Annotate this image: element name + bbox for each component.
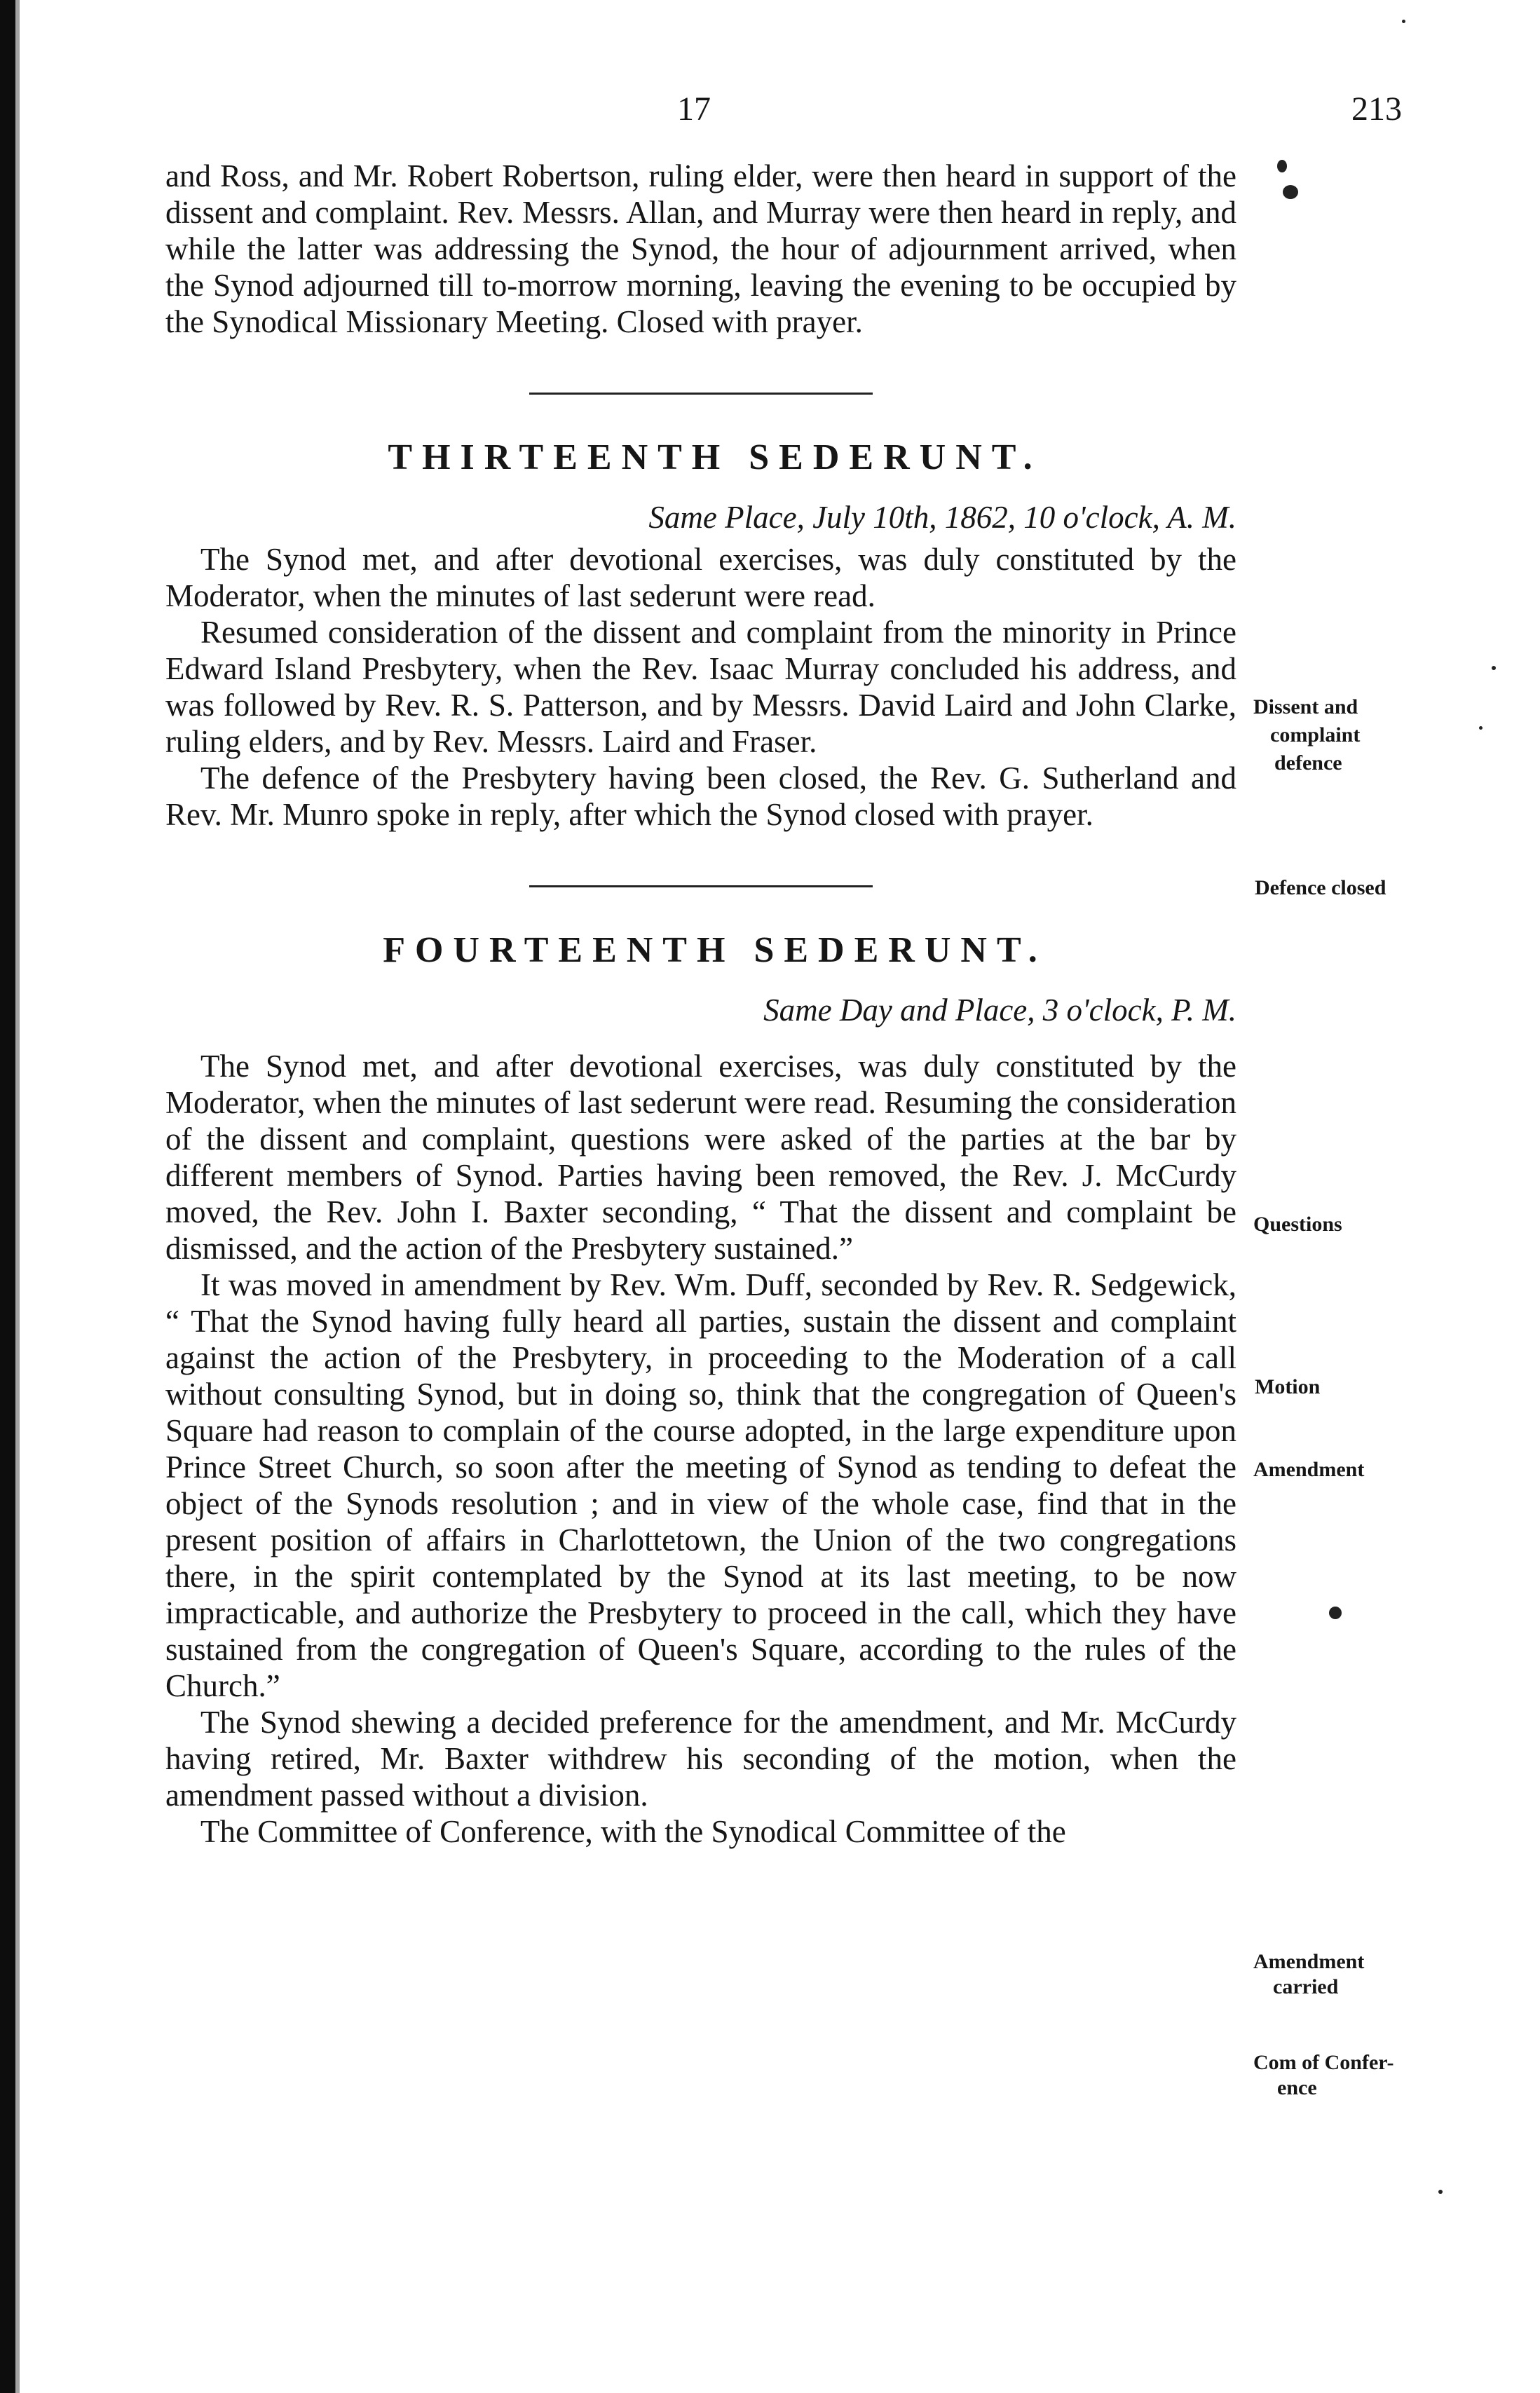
fourteenth-paragraph: It was moved in amendment by Rev. Wm. Duff, seconded by Rev. R. Sedgewick, “ That the Synod having fully heard all parties, sustain the dissent and complaint against the action of the Presbytery, in proceeding to the Moderation of a call without consulting Synod, but in doing so, think that the congregation of Queen's Square had reason to complain of the course adopted, in the large expenditure upon Prince Street Church, so soon after the meeting of Synod as tending to defeat the object of the Synods resolution ; and in view of the whole case, find that in the present position of affairs in Charlottetown, the Union of the two congregations there, in the spirit contemplated by the Synod at its last meeting, to be now impracticable, and authorize the Presbytery to proceed in the call, which they have sustained from the congregation of Queen's Square, according to the rules of the Church.”: [165, 1267, 1236, 1703]
thirteenth-paragraph: Resumed consideration of the dissent and complaint from the minority in Prince Edward Island Presbytery, when the Rev. Isaac Murray concluded his address, and was followed by Rev. R. S. Patterson, and by Messrs. David Laird and John Clarke, ruling elders, and by Rev. Messrs. Laird and Fraser.: [165, 615, 1236, 759]
sidenote-amendment-carried: Amendment: [1253, 1950, 1365, 1973]
page-number-center: 17: [677, 90, 711, 128]
sidenote-motion: Motion: [1255, 1375, 1321, 1398]
ink-speck: [1283, 185, 1298, 199]
thirteenth-sederunt-heading: THIRTEENTH SEDERUNT.: [388, 437, 1042, 477]
sidenote-com-of-conference: ence: [1277, 2076, 1317, 2099]
binding-edge: [0, 0, 15, 2393]
ink-speck: [1479, 726, 1483, 730]
fourteenth-paragraph: The Synod shewing a decided preference for the amendment, and Mr. McCurdy having retired, Mr. Baxter withdrew his seconding of the motion, when the amendment passed without a division.: [165, 1705, 1236, 1813]
page-body: [165, 158, 1236, 1850]
ink-speck: [1277, 160, 1287, 172]
thirteenth-paragraph: The defence of the Presbytery having been closed, the Rev. G. Sutherland and Rev. Mr. Munro spoke in reply, after which the Synod closed with prayer.: [165, 761, 1236, 832]
thirteenth-dateline: Same Place, July 10th, 1862, 10 o'clock, A. M.: [648, 500, 1236, 535]
fourteenth-dateline: Same Day and Place, 3 o'clock, P. M.: [763, 993, 1236, 1028]
ink-speck: [1492, 666, 1496, 670]
fourteenth-paragraph: The Committee of Conference, with the Synodical Committee of the: [200, 1814, 1066, 1849]
ink-speck: [1438, 2190, 1443, 2194]
binding-shadow: [15, 0, 20, 2393]
sidenote-complaint: complaint: [1270, 723, 1361, 746]
fourteenth-sederunt-heading: FOURTEENTH SEDERUNT.: [383, 930, 1047, 970]
sidenote-amendment: Amendment: [1253, 1458, 1365, 1481]
page-number-right: 213: [1351, 90, 1402, 128]
sidenote-questions: Questions: [1253, 1213, 1342, 1236]
sidenote-dissent: Dissent and: [1253, 695, 1358, 718]
sidenote-defence-closed: Defence closed: [1255, 876, 1386, 899]
thirteenth-paragraph: The Synod met, and after devotional exercises, was duly constituted by the Moderator, when the minutes of last sederunt were read.: [165, 542, 1236, 613]
ink-speck: [1329, 1607, 1342, 1619]
ink-speck: [1402, 20, 1405, 23]
fourteenth-paragraph: The Synod met, and after devotional exercises, was duly constituted by the Moderator, when the minutes of last sederunt were read. Resuming the consideration of the dissent and complaint, questions were asked of the parties at the bar by different members of Synod. Parties having been removed, the Rev. J. McCurdy moved, the Rev. John I. Baxter seconding, “ That the dissent and complaint be dismissed, and the action of the Presbytery sustained.”: [165, 1049, 1236, 1266]
continuation-paragraph: and Ross, and Mr. Robert Robertson, ruling elder, were then heard in support of the dissent and complaint. Rev. Messrs. Allan, and Murray were then heard in reply, and while the latter was addressing the Synod, the hour of adjournment arrived, when the Synod adjourned till to-morrow morning, leaving the evening to be occupied by the Synodical Missionary Meeting. Closed with prayer.: [165, 158, 1236, 339]
sidenote-com-of-conference: Com of Confer-: [1253, 2051, 1394, 2074]
sidenote-amendment-carried: carried: [1273, 1975, 1339, 1998]
sidenote-defence: defence: [1274, 751, 1342, 775]
